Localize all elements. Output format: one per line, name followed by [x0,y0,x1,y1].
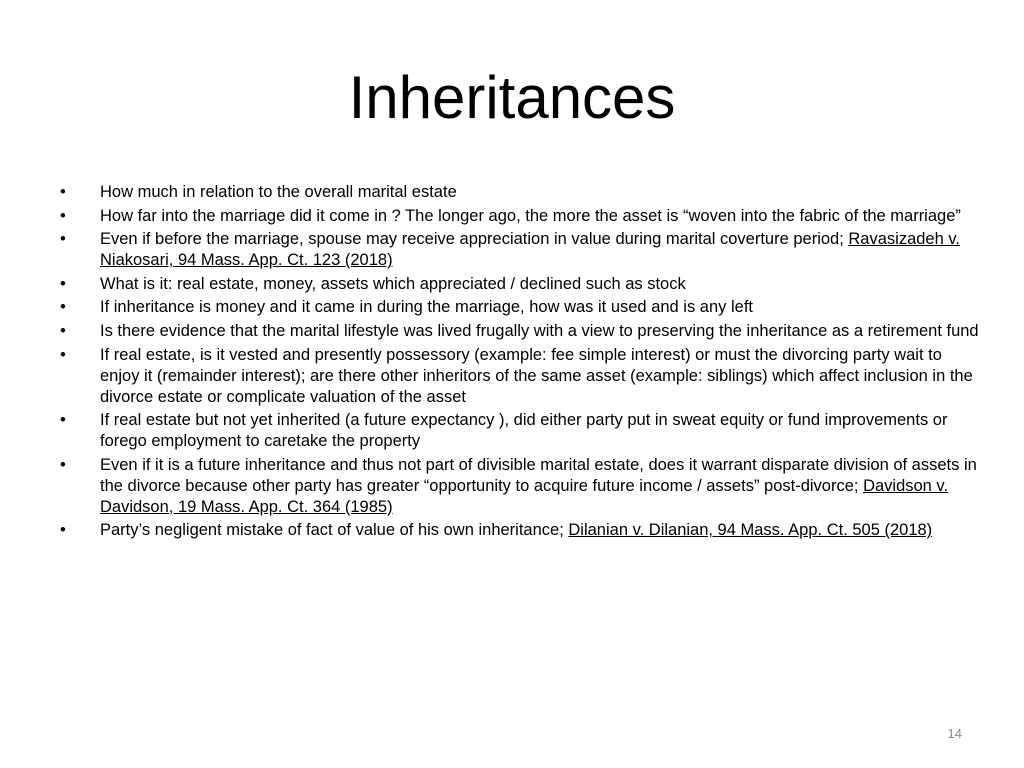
bullet-text: Is there evidence that the marital lifestyle was lived frugally with a view to preserving the inheritance as a retirement fund [100,321,979,340]
bullet-item [60,345,980,408]
bullet-item [60,206,980,227]
case-citation-link[interactable]: Ravasizadeh v. Niakosari, 94 Mass. App. Ct. 123 (2018) [100,230,960,270]
bullet-item [60,321,980,342]
bullet-icon: • [60,183,66,201]
bullet-text: How much in relation to the overall marital estate [100,183,457,201]
bullet-item [60,182,980,203]
case-citation-link[interactable]: Dilanian v. Dilanian, 94 Mass. App. Ct. 505 (2018) [568,521,933,540]
bullet-text: Even if it is a future inheritance and thus not part of divisible marital estate, does it warrant disparate division of assets in the divorce because other party has greater “opportunity to acquire future income / assets” post-divorce; [100,455,977,495]
bullet-icon: • [60,411,66,430]
bullet-icon: • [60,230,66,249]
bullet-item [60,297,980,318]
page-number: 14 [947,726,962,741]
bullet-icon: • [60,345,66,364]
bullet-icon: • [60,274,66,293]
bullet-icon: • [60,455,66,474]
bullet-text: If real estate but not yet inherited (a future expectancy ), did either party put in sweat equity or fund improvements or forego employment to caretake the property [100,411,948,451]
bullet-text: If real estate, is it vested and presently possessory (example: fee simple interest) or must the divorcing party wait to enjoy it (remainder interest); are there other inheritors of the same asset (example: siblings) which affect inclusion in the divorce estate or complicate valuation of the asset [100,345,973,406]
bullet-icon: • [60,298,66,317]
bullet-text: What is it: real estate, money, assets which appreciated / declined such as stock [100,274,686,293]
bullet-icon: • [60,321,66,340]
bullet-item [60,410,980,452]
case-citation-link[interactable]: Davidson v. Davidson, 19 Mass. App. Ct. 364 (1985) [100,476,949,516]
bullet-text: Even if before the marriage, spouse may receive appreciation in value during marital coverture period; [100,230,849,249]
bullet-item [60,520,980,541]
bullet-list [60,182,980,544]
bullet-item [60,274,980,295]
bullet-item [60,455,980,518]
bullet-text: Party’s negligent mistake of fact of value of his own inheritance; [100,521,569,540]
bullet-text: How far into the marriage did it come in ? The longer ago, the more the asset is “woven into the fabric of the marriage” [100,206,961,225]
bullet-icon: • [60,521,66,540]
bullet-text: If inheritance is money and it came in during the marriage, how was it used and is any left [100,298,754,317]
bullet-icon: • [60,206,66,225]
bullet-item [60,229,980,271]
slide-title: Inheritances [348,64,676,131]
